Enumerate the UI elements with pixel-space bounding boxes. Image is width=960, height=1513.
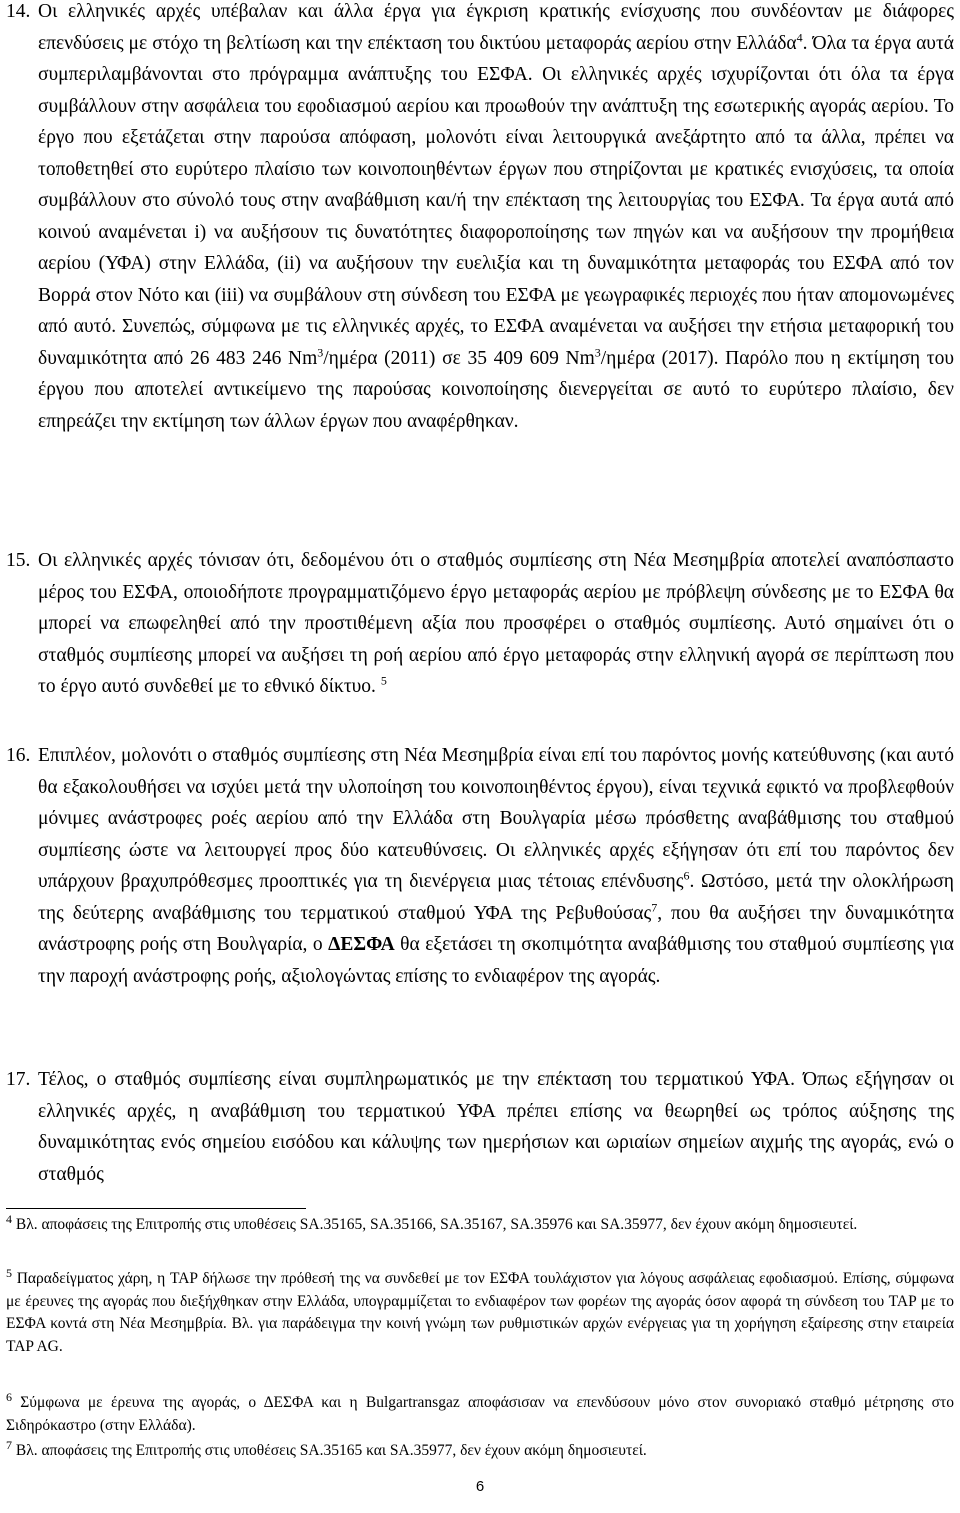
paragraph-text: Τέλος, ο σταθμός συμπίεσης είναι συμπληρωματικός με την επέκταση του τερματικού ΥΦΑ. Όπως εξήγησαν οι ελληνικές αρχές, η αναβάθμιση του τερματικού ΥΦΑ πρέπει επίσης να θεωρηθεί ως τρόπος αύξησης της δυναμικότητας ενός σημείου εισόδου και κάλυψης των ημερήσιων και ωριαίων σημείων αιχμής της αγοράς, ενώ ο σταθμός: [38, 1069, 954, 1185]
paragraph-number: 15.: [6, 550, 31, 571]
footnote-mark: 6: [6, 1389, 12, 1404]
footnote-ref: 5: [380, 673, 387, 688]
superscript: 3: [594, 345, 601, 359]
paragraph-number: 14.: [6, 1, 31, 22]
footnote-mark: 7: [6, 1437, 12, 1452]
footnote-6: $^6$ Σύμφωνα με έρευνα της αγοράς, ο ΔΕΣΦΑ και η Bulgartransgaz αποφάσισαν να επενδύσουν μόνο στον συνοριακό σταθμό μέτρησης στο Σιδηρόκαστρο (στην Ελλάδα).: [6, 1389, 954, 1434]
superscript: 3: [317, 345, 324, 359]
page-number: 6: [475, 1478, 485, 1495]
paragraph-16: [0, 740, 960, 992]
paragraph-15: [0, 545, 960, 703]
footnote-mark: 4: [6, 1211, 12, 1226]
footnote-mark: 5: [6, 1265, 12, 1280]
footnote-ref: 6: [683, 868, 690, 883]
paragraph-text: Επιπλέον, μολονότι ο σταθμός συμπίεσης στη Νέα Μεσημβρία είναι επί του παρόντος μονής κατεύθυνσης (και αυτό θα εξακολουθήσει να ισχύει μετά την υλοποίηση του κοινοποιηθέντος έργου), είναι τεχνικά εφικτό να προβλεφθούν μόνιμες ανάστροφες ροές αερίου από την Ελλάδα στη Βουλγαρία μέσω πρόσθετης αναβάθμισης του σταθμού συμπίεσης ώστε να λειτουργεί προς δύο κατευθύνσεις. Οι ελληνικές αρχές εξήγησαν ότι επί του παρόντος δεν υπάρχουν βραχυπρόθεσμες προοπτικές για τη διενέργεια μιας τέτοιας επένδυσης$^6$. Ωστόσο, μετά την ολοκλήρωση της δεύτερης αναβάθμισης του τερματικού σταθμού ΥΦΑ της Ρεβυθούσας$^7$, που θα αυξήσει την δυναμικότητα ανάστροφης ροής στη Βουλγαρία, ο ΔΕΣΦΑ θα εξετάσει τη σκοπιμότητα αναβάθμισης του σταθμού συμπίεσης για την παροχή ανάστροφης ροής, αξιολογώντας επίσης το ενδιαφέρον της αγοράς.: [38, 745, 955, 987]
footnote-5: $^5$ Παραδείγματος χάρη, η TAP δήλωσε την πρόθεσή της να συνδεθεί με τον ΕΣΦΑ τουλάχιστον για λόγους ασφάλειας εφοδιασμού. Επίσης, σύμφωνα με έρευνες της αγοράς που διεξήχθηκαν στην Ελλάδα, υπογραμμίζεται το ενδιαφέρον των φορέων της αγοράς όσον αφορά τη σύνδεση του TAP με το ΕΣΦΑ κοντά στη Νέα Μεσημβρία. Βλ. για παράδειγμα την κοινή γνώμη των ρυθμιστικών αρχών ενέργειας για τη χορήγηση εξαίρεσης στην εταιρεία TAP AG.: [6, 1265, 954, 1355]
paragraph-text: Οι ελληνικές αρχές υπέβαλαν και άλλα έργα για έγκριση κρατικής ενίσχυσης που συνδέονταν με διάφορες επενδύσεις με στόχο τη βελτίωση και την επέκταση του δικτύου μεταφοράς αερίου στην Ελλάδα$^4$. Όλα τα έργα αυτά συμπεριλαμβάνονται στο πρόγραμμα ανάπτυξης του ΕΣΦΑ. Οι ελληνικές αρχές ισχυρίζονται ότι όλα τα έργα συμβάλλουν στην ασφάλεια του εφοδιασμού αερίου και προωθούν την ανάπτυξη της εσωτερικής αγοράς αερίου. Το έργο που εξετάζεται στην παρούσα απόφαση, μολονότι είναι λειτουργικά ανεξάρτητο από τα άλλα, πρέπει να τοποθετηθεί στο ευρύτερο πλαίσιο των κοινοποιηθέντων έργων που στηρίζονται με κρατικές ενισχύσεις, τα οποία συμβάλλουν στο σύνολό τους στην αναβάθμιση και/ή την επέκταση της λειτουργίας του ΕΣΦΑ. Τα έργα αυτά από κοινού αναμένεται i) να αυξήσουν τις δυνατότητες διαφοροποίησης των πηγών και να αυξήσουν την προμήθεια αερίου (ΥΦΑ) στην Ελλάδα, (ii) να αυξήσουν την ευελιξία και τη δυναμικότητα μεταφοράς του ΕΣΦΑ από τον Βορρά στον Νότο και (iii) να συμβάλουν στη σύνδεση του ΕΣΦΑ με γεωγραφικές περιοχές που ήταν απομονωμένες από αυτό. Συνεπώς, σύμφωνα με τις ελληνικές αρχές, το ΕΣΦΑ αναμένεται να αυξήσει την ετήσια μεταφορική του δυναμικότητα από 26 483 246 Nm$^3$/ημέρα (2011) σε 35 409 609 Nm$^3$/ημέρα (2017). Παρόλο που η εκτίμηση του έργου που αποτελεί αντικείμενο της παρούσας κοινοποίησης διενεργείται σε αυτό το ευρύτερο πλαίσιο, δεν επηρεάζει την εκτίμηση των άλλων έργων που αναφέρθηκαν.: [38, 1, 955, 432]
paragraph-17: [0, 1064, 960, 1190]
footnote-7: $^7$ Βλ. αποφάσεις της Επιτροπής στις υποθέσεις SA.35165 και SA.35977, δεν έχουν ακόμη δημοσιευτεί.: [6, 1437, 647, 1459]
footnote-ref: 4: [796, 30, 803, 44]
footnote-4: $^4$ Βλ. αποφάσεις της Επιτροπής στις υποθέσεις SA.35165, SA.35166, SA.35167, SA.35976 και SA.35977, δεν έχουν ακόμη δημοσιευτεί.: [6, 1211, 858, 1233]
footnote-ref: 7: [651, 900, 658, 914]
paragraph-number: 16.: [6, 745, 31, 766]
paragraph-text: Οι ελληνικές αρχές τόνισαν ότι, δεδομένου ότι ο σταθμός συμπίεσης στη Νέα Μεσημβρία αποτελεί αναπόσπαστο μέρος του ΕΣΦΑ, οποιοδήποτε προγραμματιζόμενο έργο μεταφοράς αερίου με πρόβλεψη σύνδεσης με το ΕΣΦΑ θα μπορεί να επωφεληθεί από την προστιθέμενη αξία που προσφέρει ο σταθμός συμπίεσης. Αυτό σημαίνει ότι ο σταθμός συμπίεσης μπορεί να αυξήσει τη ροή αερίου από έργο μεταφοράς στην ελληνική αγορά σε περίπτωση που το έργο αυτό συνδεθεί με το εθνικό δίκτυο. $^5$: [38, 550, 954, 697]
paragraph-14: [0, 0, 960, 437]
paragraph-number: 17.: [6, 1069, 31, 1090]
bold-term: ΔΕΣΦΑ: [328, 934, 395, 955]
footnote-separator: [6, 1208, 306, 1209]
